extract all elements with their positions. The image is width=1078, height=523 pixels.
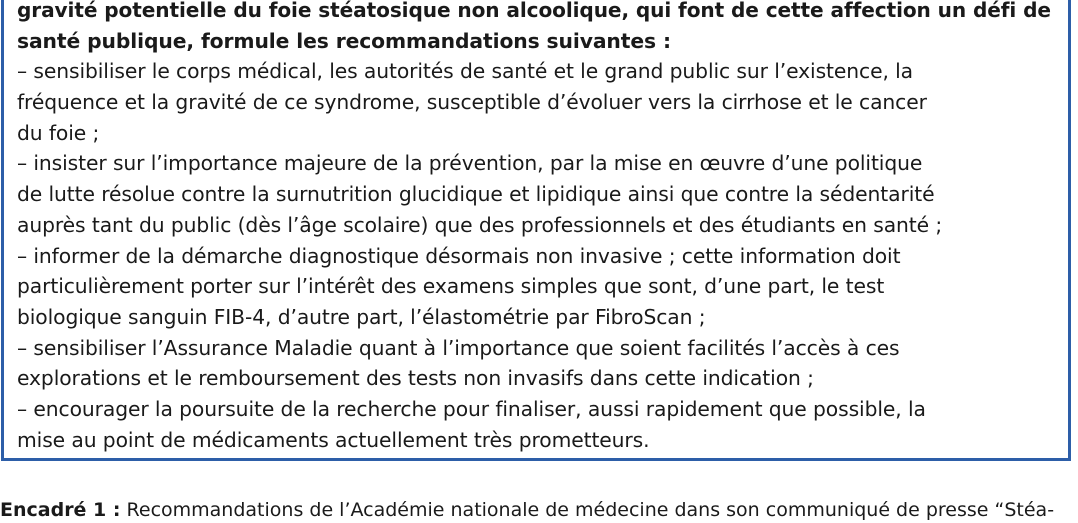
- intro-line: gravité potentielle du foie stéatosique non alcoolique, qui font de cette affection un défi de: [17, 0, 1051, 22]
- recommendations-content: [17, 0, 1060, 455]
- recommendation-line: biologique sanguin FIB-4, d’autre part, l’élastométrie par FibroScan ;: [17, 304, 706, 329]
- recommendation-line: – sensibiliser l’Assurance Maladie quant à l’importance que soient facilités l’accès à ces: [17, 335, 900, 360]
- recommendation-line: fréquence et la gravité de ce syndrome, susceptible d’évoluer vers la cirrhose et le cancer: [17, 90, 927, 115]
- recommendation-line: auprès tant du public (dès l’âge scolaire) que des professionnels et des étudiants en santé ;: [17, 212, 943, 237]
- recommendation-line: de lutte résolue contre la surnutrition glucidique et lipidique ainsi que contre la sédentarité: [17, 182, 935, 207]
- recommendation-line: – sensibiliser le corps médical, les autorités de santé et le grand public sur l’existence, la: [17, 59, 913, 84]
- recommendation-line: – encourager la poursuite de la recherche pour finaliser, aussi rapidement que possible, la: [17, 396, 926, 421]
- recommendation-line: – insister sur l’importance majeure de la prévention, par la mise en œuvre d’une politique: [17, 151, 923, 176]
- recommendation-line: explorations et le remboursement des tests non invasifs dans cette indication ;: [17, 366, 814, 391]
- caption-label: Encadré 1 :: [0, 499, 121, 521]
- recommendations-box: [1, 0, 1071, 461]
- recommendation-line: – informer de la démarche diagnostique désormais non invasive ; cette information doit: [17, 243, 901, 268]
- figure-caption: [0, 497, 1054, 523]
- recommendation-line: mise au point de médicaments actuellement très prometteurs.: [17, 427, 650, 452]
- recommendation-line: du foie ;: [17, 120, 100, 145]
- recommendation-line: particulièrement porter sur l’intérêt des examens simples que sont, d’une part, le test: [17, 274, 885, 299]
- intro-line: santé publique, formule les recommandations suivantes :: [17, 28, 671, 53]
- caption-text: Recommandations de l’Académie nationale de médecine dans son communiqué de presse “Stéa-: [120, 499, 1055, 521]
